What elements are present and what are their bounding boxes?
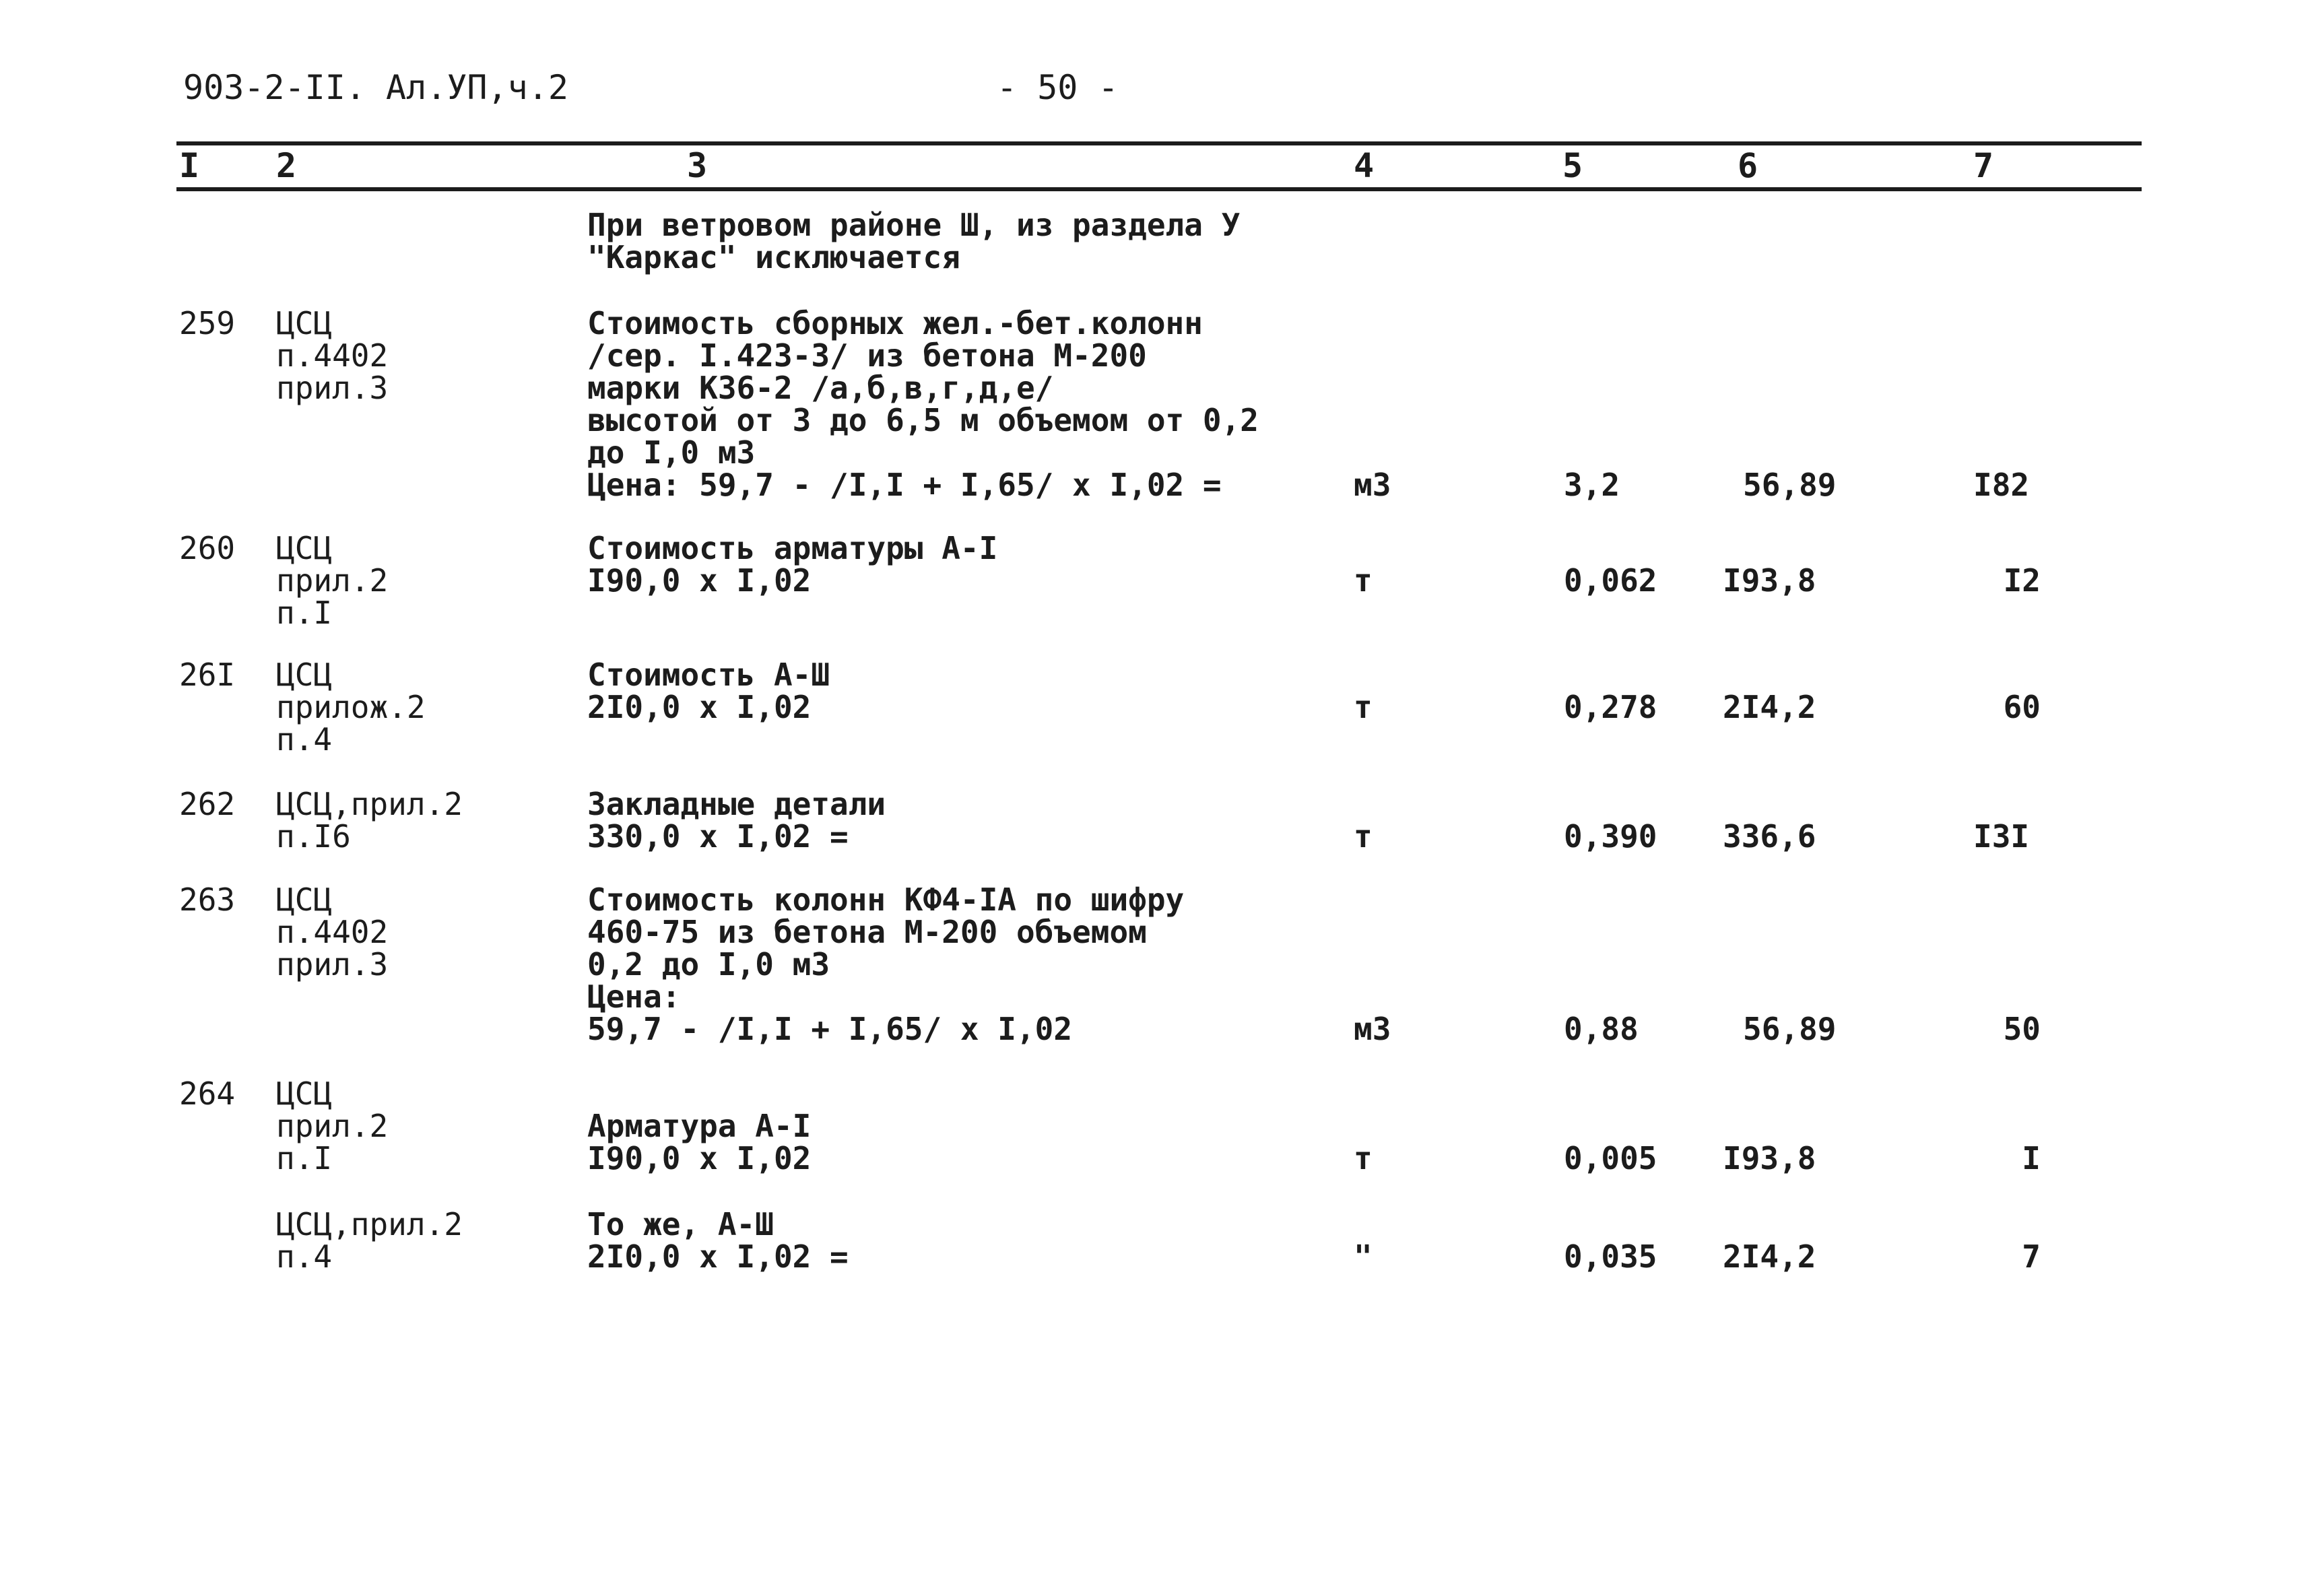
unit-cell: т [1354,689,1373,725]
quantity-cell: 0,062 [1564,562,1657,599]
source-line: ЦСЦ [276,882,333,918]
source-line: п.I [276,1140,333,1176]
source-line: ЦСЦ [276,305,333,341]
quantity-cell: 0,035 [1564,1238,1657,1275]
description-line: То же, А-Ш [587,1206,774,1242]
total-cell: 7 [2022,1238,2041,1275]
description-line: высотой от 3 до 6,5 м объемом от 0,2 [587,402,1259,438]
unit-cell: м3 [1354,1011,1391,1047]
unit-price-cell: I93,8 [1723,562,1816,599]
total-cell: I [2022,1140,2041,1176]
description-line: 460-75 из бетона М-200 объемом [587,914,1147,950]
unit-cell: м3 [1354,467,1391,503]
total-cell: I3I [1973,818,2030,855]
quantity-cell: 0,278 [1564,689,1657,725]
header-top-rule [176,141,2142,145]
page-number: - 50 - [997,68,1119,107]
unit-price-cell: 2I4,2 [1723,689,1816,725]
description-line: Цена: 59,7 - /I,I + I,65/ x I,02 = [587,467,1222,503]
source-line: п.I [276,595,333,631]
column-number-3: 3 [687,146,708,185]
source-line: п.4402 [276,337,389,374]
description-line: Закладные детали [587,786,886,822]
column-number-2: 2 [276,146,297,185]
description-line: 0,2 до I,0 м3 [587,946,830,983]
description-line: Стоимость арматуры А-I [587,530,998,566]
source-line: ЦСЦ [276,1075,333,1112]
source-line: прил.3 [276,946,389,983]
quantity-cell: 0,005 [1564,1140,1657,1176]
total-cell: 60 [2003,689,2041,725]
description-line: Стоимость сборных жел.-бет.колонн [587,305,1203,341]
source-line: п.4 [276,1238,333,1275]
description-line: марки К36-2 /а,б,в,г,д,е/ [587,370,1054,406]
intro-note-line: При ветровом районе Ш, из раздела У [587,207,1241,243]
source-line: прилож.2 [276,689,426,725]
total-cell: 50 [2003,1011,2041,1047]
source-line: ЦСЦ [276,530,333,566]
description-line: 2I0,0 x I,02 = [587,1238,849,1275]
total-cell: I2 [2003,562,2041,599]
unit-price-cell: I93,8 [1723,1140,1816,1176]
source-line: прил.3 [276,370,389,406]
row-number: 264 [179,1075,236,1112]
description-line: Арматура А-I [587,1108,812,1144]
source-line: п.I6 [276,818,351,855]
source-line: прил.2 [276,562,389,599]
description-line: Цена: [587,978,681,1015]
unit-cell: т [1354,1140,1373,1176]
column-number-4: 4 [1354,146,1375,185]
column-number-1: I [179,146,200,185]
description-line: Стоимость колонн КФ4-IА по шифру [587,882,1185,918]
description-line: 330,0 x I,02 = [587,818,849,855]
source-line: прил.2 [276,1108,389,1144]
unit-price-cell: 2I4,2 [1723,1238,1816,1275]
row-number: 260 [179,530,236,566]
quantity-cell: 0,88 [1564,1011,1639,1047]
unit-price-cell: 56,89 [1743,467,1837,503]
source-line: п.4402 [276,914,389,950]
column-number-7: 7 [1973,146,1994,185]
row-number: 259 [179,305,236,341]
row-number: 263 [179,882,236,918]
description-line: /сер. I.423-3/ из бетона М-200 [587,337,1147,374]
document-code: 903-2-II. Ал.УП,ч.2 [183,68,568,107]
description-line: до I,0 м3 [587,434,756,471]
unit-price-cell: 56,89 [1743,1011,1837,1047]
unit-cell: " [1354,1238,1373,1275]
quantity-cell: 0,390 [1564,818,1657,855]
source-line: п.4 [276,721,333,758]
total-cell: I82 [1973,467,2030,503]
quantity-cell: 3,2 [1564,467,1620,503]
description-line: 59,7 - /I,I + I,65/ x I,02 [587,1011,1073,1047]
row-number: 262 [179,786,236,822]
description-line: I90,0 x I,02 [587,562,812,599]
header-bottom-rule [176,187,2142,191]
source-line: ЦСЦ,прил.2 [276,786,463,822]
description-line: I90,0 x I,02 [587,1140,812,1176]
unit-price-cell: 336,6 [1723,818,1816,855]
row-number: 26I [179,657,236,693]
column-number-6: 6 [1738,146,1758,185]
column-number-5: 5 [1562,146,1583,185]
unit-cell: т [1354,818,1373,855]
description-line: 2I0,0 x I,02 [587,689,812,725]
source-line: ЦСЦ [276,657,333,693]
description-line: Стоимость А-Ш [587,657,830,693]
unit-cell: т [1354,562,1373,599]
intro-note-line: "Каркас" исключается [587,239,960,275]
source-line: ЦСЦ,прил.2 [276,1206,463,1242]
